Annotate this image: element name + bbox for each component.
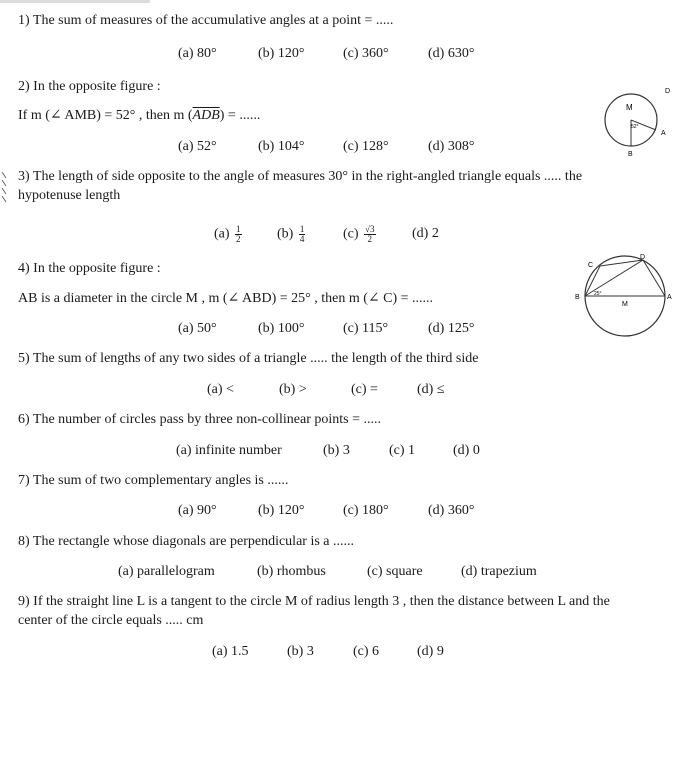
q6-option-b[interactable]: (b) 3 [323, 443, 350, 458]
q2-option-b[interactable]: (b) 104° [258, 139, 305, 154]
q3-a-den: 2 [236, 234, 241, 244]
question-4: AB is a diameter in the circle M , m (∠ ABD) = 25° , then m (∠ C) = ...... [18, 291, 434, 306]
q2-text-a: If m (∠ AMB) = 52° , then m ( [18, 108, 193, 123]
question-8: 8) The rectangle whose diagonals are perpendicular is a ...... [18, 534, 354, 549]
q9-option-a[interactable]: (a) 1.5 [212, 644, 249, 659]
q4-option-a[interactable]: (a) 50° [178, 321, 217, 336]
q9-option-b[interactable]: (b) 3 [287, 644, 314, 659]
q7-option-a[interactable]: (a) 90° [178, 503, 217, 518]
question-3-line-1: 3) The length of side opposite to the angle of measures 30° in the right-angled triangle equals ..... the [18, 169, 583, 184]
q4-angle-label: 25° [594, 291, 602, 297]
q7-option-d[interactable]: (d) 360° [428, 503, 475, 518]
margin-mark [0, 170, 8, 210]
q1-option-c[interactable]: (c) 360° [343, 46, 389, 61]
q2-arc: $\overline{ADB}$ [192, 108, 220, 123]
q3-option-a-fraction [235, 225, 242, 244]
q3-b-num: 1 [299, 224, 305, 234]
q3-option-a-label: (a) [214, 226, 230, 242]
q1-option-d[interactable]: (d) 630° [428, 46, 475, 61]
q6-option-a[interactable]: (a) infinite number [176, 443, 282, 458]
q9-option-c[interactable]: (c) 6 [353, 644, 380, 659]
q3-option-d[interactable]: (d) 2 [412, 226, 439, 241]
q8-option-c[interactable]: (c) square [367, 564, 423, 579]
q4-label-c: C [588, 262, 594, 269]
question-7: 7) The sum of two complementary angles is ...... [18, 473, 289, 488]
q3-b-den: 4 [299, 234, 305, 244]
q6-option-c[interactable]: (c) 1 [389, 443, 416, 458]
q4-option-c[interactable]: (c) 115° [343, 321, 389, 336]
question-2 [18, 107, 260, 125]
q3-c-num: √3 [365, 224, 375, 234]
q1-option-b[interactable]: (b) 120° [258, 46, 305, 61]
q4-label-m: M [622, 301, 628, 308]
q7-option-c[interactable]: (c) 180° [343, 503, 389, 518]
q2-option-a[interactable]: (a) 52° [178, 139, 217, 154]
question-9-line-1: 9) If the straight line L is a tangent to the circle M of radius length 3 , then the distance between L and the [18, 594, 610, 609]
q3-option-b[interactable] [277, 225, 305, 244]
question-9-line-2: center of the circle equals ..... cm [18, 613, 204, 628]
q5-option-d[interactable]: (d) ≤ [417, 382, 445, 397]
q3-option-b-fraction [299, 225, 306, 244]
q8-option-a[interactable]: (a) parallelogram [118, 564, 215, 579]
q4-option-b[interactable]: (b) 100° [258, 321, 305, 336]
question-3-line-2: hypotenuse length [18, 188, 121, 203]
q2-circle-figure [590, 80, 680, 160]
q4-label-d: D [640, 254, 646, 261]
q8-option-b[interactable]: (b) rhombus [257, 564, 326, 579]
question-5: 5) The sum of lengths of any two sides of a triangle ..... the length of the third side [18, 351, 479, 366]
q4-label-b: B [575, 294, 580, 301]
q2-angle-label: 52° [631, 124, 639, 130]
question-1: 1) The sum of measures of the accumulative angles at a point = ..... [18, 13, 394, 28]
q3-a-num: 1 [236, 224, 241, 234]
q4-label-a: A [667, 294, 672, 301]
q3-option-a[interactable] [214, 225, 242, 244]
q3-option-c-fraction [364, 225, 375, 244]
q8-option-d[interactable]: (d) trapezium [461, 564, 537, 579]
q3-option-c[interactable] [343, 225, 376, 244]
q7-option-b[interactable]: (b) 120° [258, 503, 305, 518]
question-6: 6) The number of circles pass by three non-collinear points = ..... [18, 412, 381, 427]
q4-circle-figure [570, 252, 680, 337]
q3-option-b-label: (b) [277, 226, 294, 242]
top-rule [0, 0, 150, 3]
q2-option-c[interactable]: (c) 128° [343, 139, 389, 154]
q6-option-d[interactable]: (d) 0 [453, 443, 480, 458]
q5-option-a[interactable]: (a) < [207, 382, 234, 397]
q2-text-b: ) = ...... [219, 108, 261, 123]
q2-label-m: M [626, 103, 633, 112]
q2-label-d: D [665, 88, 671, 95]
q1-option-a[interactable]: (a) 80° [178, 46, 217, 61]
q5-option-c[interactable]: (c) = [351, 382, 378, 397]
q2-label-a: A [661, 130, 666, 137]
question-4-intro: 4) In the opposite figure : [18, 261, 161, 276]
q3-option-c-label: (c) [343, 226, 359, 242]
q4-option-d[interactable]: (d) 125° [428, 321, 475, 336]
q5-option-b[interactable]: (b) > [279, 382, 307, 397]
question-2-intro: 2) In the opposite figure : [18, 79, 161, 94]
q2-option-d[interactable]: (d) 308° [428, 139, 475, 154]
q4-chord-da [643, 260, 665, 296]
q9-option-d[interactable]: (d) 9 [417, 644, 444, 659]
q3-c-den: 2 [367, 234, 373, 244]
q2-label-b: B [628, 151, 633, 158]
